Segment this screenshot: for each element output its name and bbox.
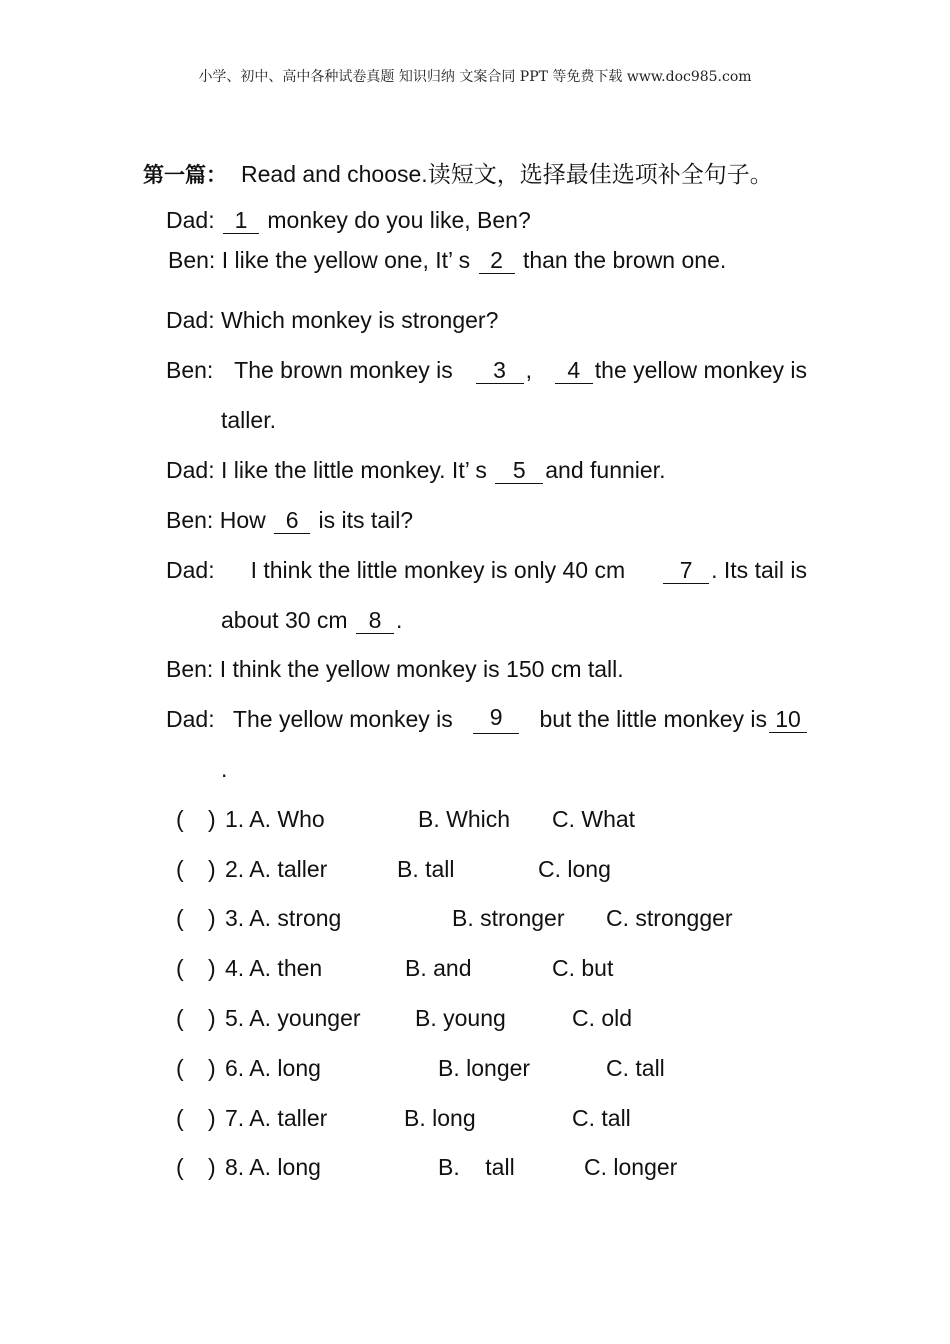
option-b: B. and <box>405 955 472 981</box>
option-c: C. tall <box>606 1055 665 1081</box>
option-b: B. Which <box>418 806 511 832</box>
section-label: 第一篇： <box>143 162 227 187</box>
dialogue-line-9-cont: . <box>221 756 228 782</box>
blank-6: 6 <box>274 507 310 534</box>
dialogue-line-2: Ben: I like the yellow one, It’ s 2 than the brown one. <box>168 247 727 273</box>
option-row-7: ( ) 7. A. taller B. long C. tall <box>176 1105 631 1131</box>
section-title <box>143 156 773 189</box>
option-a: 5. A. younger <box>225 1005 361 1031</box>
dialogue-line-7-cont: about 30 cm 8 . <box>221 607 403 633</box>
option-b: B. tall <box>438 1154 515 1180</box>
blank-1: 1 <box>223 207 259 234</box>
option-row-4: ( ) 4. A. then B. and C. but <box>176 955 614 981</box>
option-c: C. tall <box>572 1105 631 1131</box>
option-row-8: ( ) 8. A. long B. tall C. longer <box>176 1154 678 1180</box>
dialogue-line-6: Ben: How 6 is its tail? <box>166 507 414 533</box>
blank-5: 5 <box>495 457 543 484</box>
option-c: C. old <box>572 1005 633 1031</box>
page-header: 小学、初中、高中各种试卷真题 知识归纳 文案合同 PPT 等免费下载 www.doc985.com <box>198 69 752 85</box>
option-row-1: ( ) 1. A. Who B. Which C. What <box>176 806 636 832</box>
blank-7: 7 <box>663 557 709 584</box>
option-row-5: ( ) 5. A. younger B. young C. old <box>176 1005 633 1031</box>
blank-9: 9 <box>473 704 519 734</box>
option-c: C. strongger <box>606 905 733 931</box>
option-a: 4. A. then <box>225 955 323 981</box>
option-c: C. longer <box>584 1154 678 1180</box>
dialogue-line-3: Dad: Which monkey is stronger? <box>166 307 499 333</box>
dialogue-line-5: Dad: I like the little monkey. It’ s 5 and funnier. <box>166 457 666 483</box>
option-b: B. stronger <box>452 905 565 931</box>
dialogue-line-1: Dad: 1 monkey do you like, Ben? <box>166 207 531 233</box>
option-c: C. long <box>538 856 611 882</box>
blank-2: 2 <box>479 247 515 274</box>
blank-8: 8 <box>356 607 394 634</box>
dialogue-line-8: Ben: I think the yellow monkey is 150 cm tall. <box>166 656 624 682</box>
blank-10: 10 <box>769 706 807 733</box>
option-a: 6. A. long <box>225 1055 321 1081</box>
option-c: C. but <box>552 955 614 981</box>
option-b: B. tall <box>397 856 455 882</box>
option-c: C. What <box>552 806 636 832</box>
option-b: B. long <box>404 1105 476 1131</box>
option-b: B. young <box>415 1005 506 1031</box>
option-a: 1. A. Who <box>225 806 325 832</box>
option-row-6: ( ) 6. A. long B. longer C. tall <box>176 1055 665 1081</box>
option-row-2: ( ) 2. A. taller B. tall C. long <box>176 856 611 882</box>
option-a: 8. A. long <box>225 1154 321 1180</box>
dialogue-line-4: Ben: The brown monkey is 3 , 4 the yellow monkey is <box>166 357 807 383</box>
section-instruction: Read and choose.读短文，选择最佳选项补全句子。 <box>241 161 773 187</box>
option-row-3: ( ) 3. A. strong B. stronger C. strongger <box>176 905 733 931</box>
option-a: 3. A. strong <box>225 905 342 931</box>
blank-3: 3 <box>476 357 524 384</box>
dialogue-line-9: Dad: The yellow monkey is 9 but the little monkey is 10 <box>166 704 807 734</box>
option-a: 2. A. taller <box>225 856 328 882</box>
dialogue-line-4-cont: taller. <box>221 407 276 433</box>
option-a: 7. A. taller <box>225 1105 328 1131</box>
blank-4: 4 <box>555 357 593 384</box>
dialogue-line-7: Dad: I think the little monkey is only 40 cm 7 . Its tail is <box>166 557 807 583</box>
option-b: B. longer <box>438 1055 531 1081</box>
